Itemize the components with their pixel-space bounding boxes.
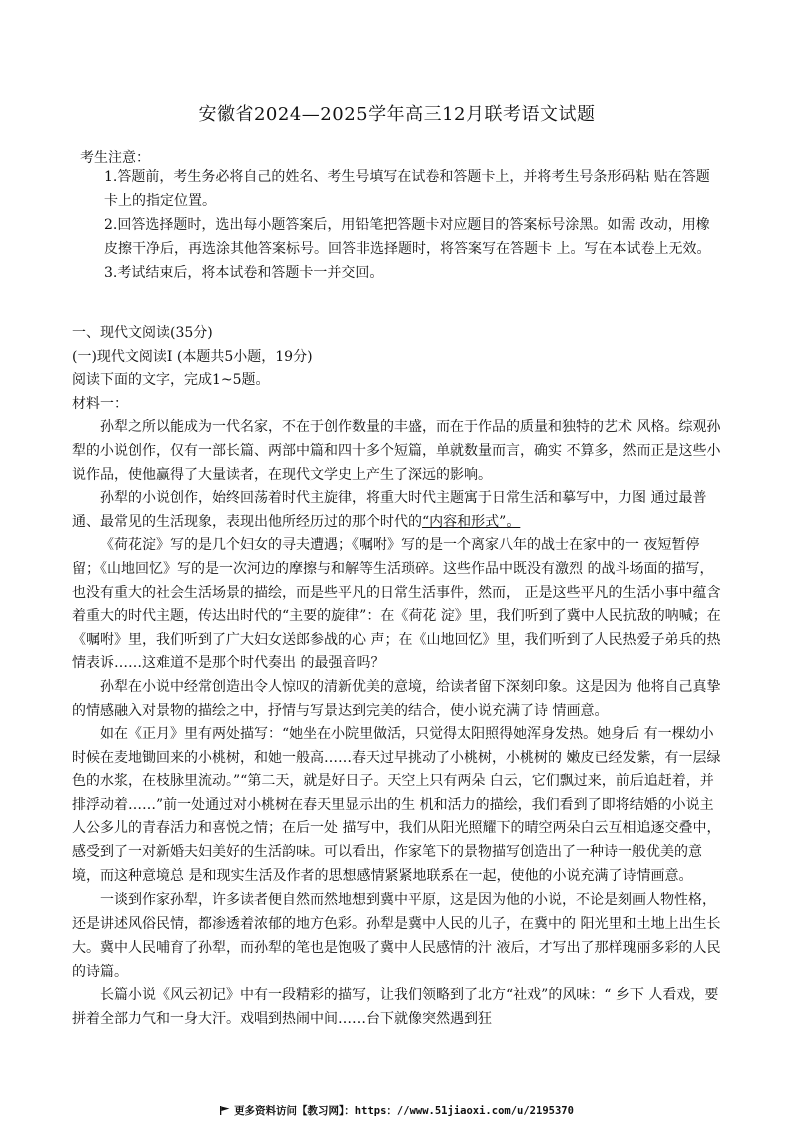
section-subheading: (一)现代文阅读Ⅰ (本题共5小题，19分) <box>72 348 313 365</box>
paragraph-2 <box>72 487 722 534</box>
material-label: 材料一： <box>72 395 128 412</box>
footer-link-text[interactable]: 更多资料访问【教习网】：https：//www.51jiaoxi.com/u/2195370 <box>234 1105 574 1117</box>
footer[interactable] <box>0 1103 794 1118</box>
notice-item-3: 3.考试结束后，将本试卷和答题卡一并交回。 <box>104 265 384 281</box>
section-heading: 一、现代文阅读(35分) <box>72 325 213 341</box>
reading-section <box>72 322 722 1031</box>
paragraph-1: 孙犁之所以能成为一代名家，不在于创作数量的丰盛，而在于作品的质量和独特的艺术 风格。综观孙犁的小说创作，仅有一部长篇、两部中篇和四十多个短篇，单就数量而言，确实 不算多，然而正是这些小说作品，使他赢得了大量读者，在现代文学史上产生了深远的影响。 <box>72 419 721 483</box>
paragraph-6: 一谈到作家孙犁，许多读者便自然而然地想到冀中平原，这是因为他的小说，不论是刻画人物性格，还是讲述风俗民情，都渗透着浓郁的地方色彩。孙犁是冀中人民的儿子，在冀中的 阳光里和土地上出生长大。冀中人民哺育了孙犁，而孙犁的笔也是饱吸了冀中人民感情的汁 液后，才写出了那样瑰丽多彩的人民的诗篇。 <box>72 892 721 981</box>
flag-icon <box>220 1106 230 1115</box>
paragraph-2-text: 孙犁的小说创作，始终回荡着时代主旋律，将重大时代主题寓于日常生活和摹写中，力图 通过最普通、最常见的生活现象，表现出他所经历过的那个时代的 <box>72 490 707 530</box>
section-instruction: 阅读下面的文字，完成1~5题。 <box>72 372 270 389</box>
paragraph-5: 如在《正月》里有两处描写：“她坐在小院里做活，只觉得太阳照得她浑身发热。她身后 有一棵幼小时候在麦地锄回来的小桃树，和她一般高……春天过早挑动了小桃树，小桃树的 嫩皮已经发紫，有一层绿色的水浆，在枝脉里流动。”“第二天，就是好日子。天空上只有两朵 白云，它们飘过来，前后追赶着，并排浮动着……”前一处通过对小桃树在春天里显示出的生 机和活力的描绘，我们看到了即将结婚的小说主人公多儿的青春活力和喜悦之情；在后一处 描写中，我们从阳光照耀下的晴空两朵白云互相追逐交叠中，感受到了一对新婚夫妇美好的生活韵味。可以看出，作家笔下的景物描写创造出了一种诗一般优美的意境，而这种意境总 是和现实生活及作者的思想感情紧紧地联系在一起，使他的小说充满了诗情画意。 <box>72 726 721 884</box>
notice-heading: 考生注意： <box>80 150 150 166</box>
notice-item-2: 2.回答选择题时，选出每小题答案后，用铅笔把答题卡对应题目的答案标号涂黑。如需 改动，用橡皮擦干净后，再选涂其他答案标号。回答非选择题时，将答案写在答题卡 上。写在本试卷上无效。 <box>104 217 711 257</box>
notice-item-1: 1.答题前，考生务必将自己的姓名、考生号填写在试卷和答题卡上，并将考生号条形码粘 贴在答题卡上的指定位置。 <box>104 169 710 209</box>
paragraph-7: 长篇小说《风云初记》中有一段精彩的描写，让我们领略到了北方“社戏”的风味：“ 乡下 人看戏，要拼着全部力气和一身大汗。戏唱到热闹中间……台下就像突然遇到狂 <box>72 987 719 1027</box>
paragraph-4: 孙犁在小说中经常创造出令人惊叹的清新优美的意境，给读者留下深刻印象。这是因为 他将自己真挚的情感融入对景物的描绘之中，抒情与写景达到完美的结合，使小说充满了诗 情画意。 <box>72 678 721 719</box>
underlined-phrase: “内容和形式”。 <box>422 513 521 530</box>
paragraph-3: 《荷花淀》写的是几个妇女的寻夫遭遇；《嘱咐》写的是一个离家八年的战士在家中的一 夜短暂停留；《山地回忆》写的是一次河边的摩擦与和解等生活琐碎。这些作品中既没有激烈 的战斗场面的描写，也没有重大的社会生活场景的描绘，而是些平凡的日常生活事件，然而， 正是这些平凡的生活小事中蕴含着重大的时代主题，传达出时代的“主要的旋律”：在《荷花 淀》里，我们听到了冀中人民抗敌的呐喊；在《嘱咐》里，我们听到了广大妇女送郎参战的心 声；在《山地回忆》里，我们听到了人民热爱子弟兵的热情表诉……这难道不是那个时代奏出 的最强音吗？ <box>72 537 721 672</box>
exam-title: 安徽省2024—2025学年高三12月联考语文试题 <box>198 104 596 125</box>
notice-list <box>104 165 720 285</box>
